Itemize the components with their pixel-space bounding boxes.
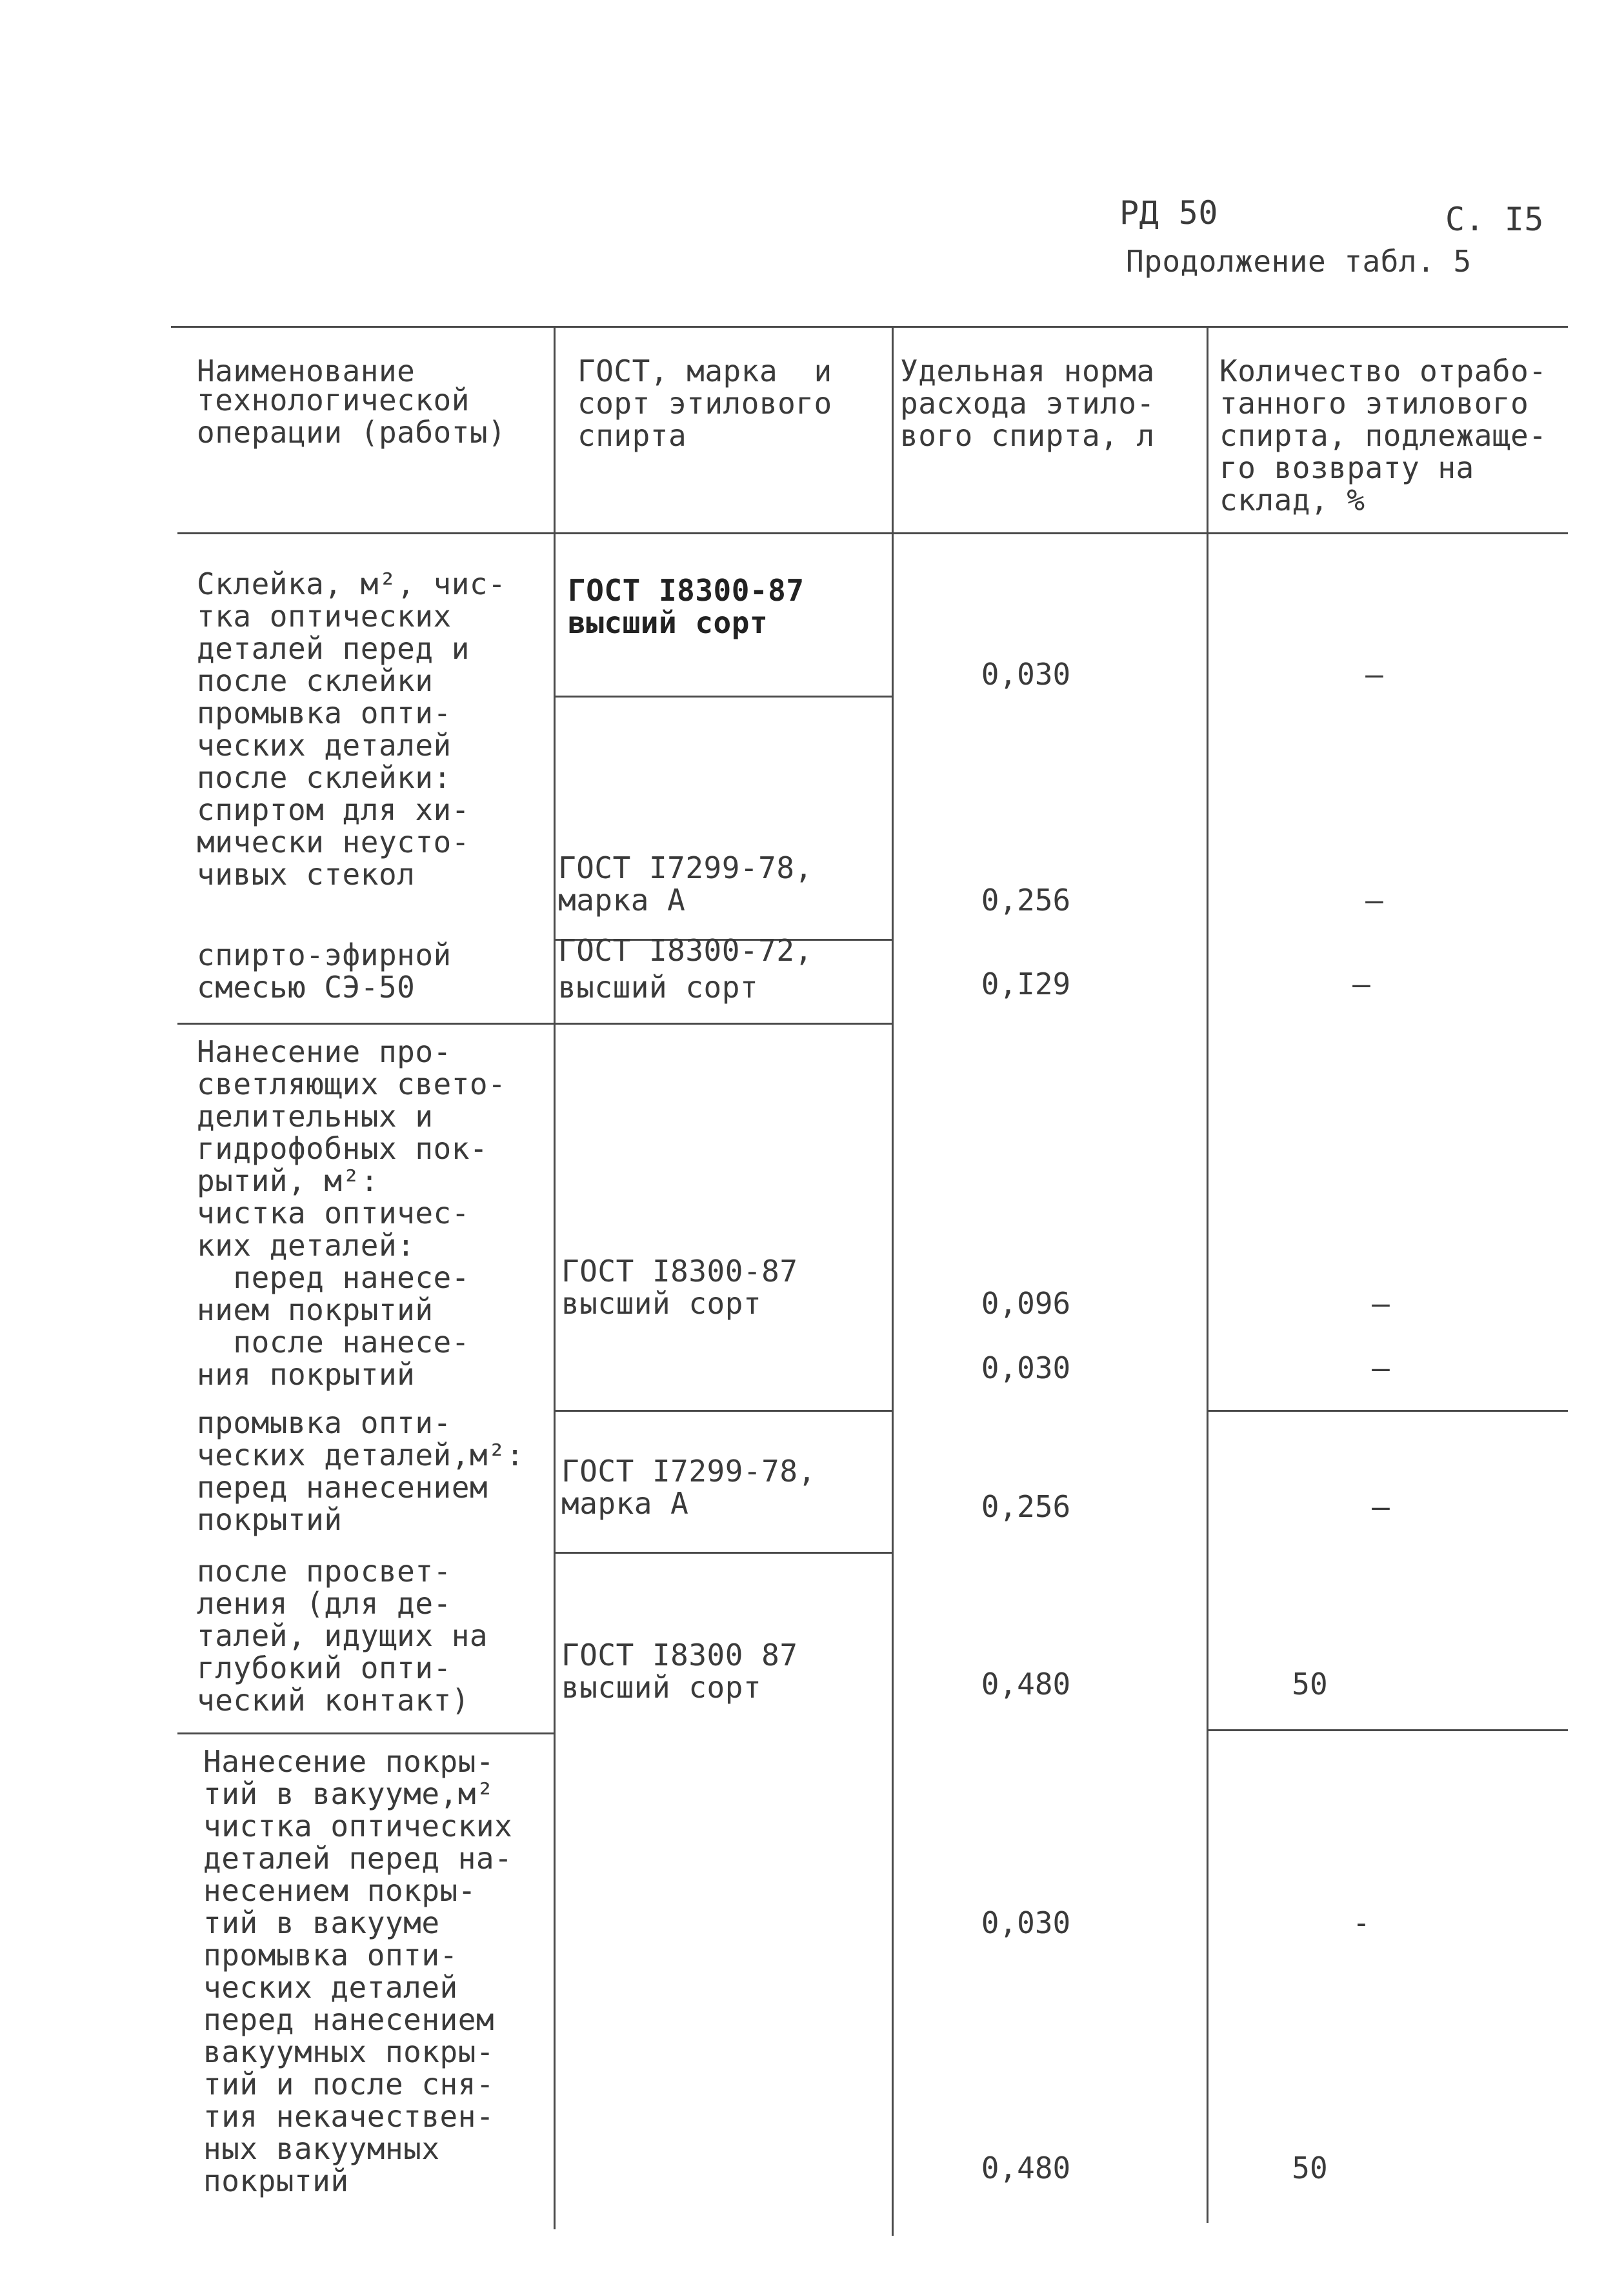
cell-text: Склейка, м², чис- <box>197 567 506 601</box>
cell-text: 0,030 <box>981 1905 1071 1940</box>
table-continuation-label: Продолжение табл. 5 <box>1126 244 1472 279</box>
cell-text: чивых стекол <box>197 857 416 892</box>
cell-text: 0,096 <box>981 1286 1071 1321</box>
cell-text: 0,030 <box>981 1350 1071 1385</box>
cell-text: промывка опти- <box>197 1405 452 1440</box>
cell-text: делительных и <box>197 1099 434 1134</box>
cell-text: промывка опти- <box>203 1938 458 1973</box>
cell-text: высший сорт <box>568 605 768 640</box>
cell-text: рытий, м²: <box>197 1163 379 1198</box>
cell-text: тий в вакууме <box>203 1905 440 1940</box>
cell-text: высший сорт <box>558 970 759 1005</box>
cell-text: ческих деталей <box>203 1970 458 2005</box>
cell-text: после нанесе- <box>197 1325 470 1360</box>
cell-text: мически неусто- <box>197 825 470 859</box>
cell-text: спиртом для хи- <box>197 792 470 827</box>
cell-text: - <box>1352 1905 1370 1940</box>
cell-text: – <box>1365 657 1383 692</box>
cell-text: спирта <box>577 418 687 453</box>
cell-text: спирта, подлежаще- <box>1219 418 1547 453</box>
cell-text: спирто-эфирной <box>197 938 452 972</box>
cell-text: перед нанесением <box>203 2002 495 2037</box>
cell-text: ких деталей: <box>197 1228 416 1263</box>
cell-text: танного этилового <box>1219 386 1529 421</box>
cell-text: перед нанесением <box>197 1470 488 1505</box>
cell-text: 0,030 <box>981 657 1071 692</box>
cell-text: ческий контакт) <box>197 1683 470 1718</box>
cell-text: ния покрытий <box>197 1357 416 1392</box>
cell-text: несением покры- <box>203 1873 476 1908</box>
cell-text: ГОСТ I8300-72, <box>558 933 813 968</box>
cell-text: промывка опти- <box>197 696 452 730</box>
cell-text: го возврату на <box>1219 450 1474 485</box>
cell-text: ческих деталей,м²: <box>197 1438 525 1472</box>
cell-text: ных вакуумных <box>203 2131 440 2166</box>
cell-text: марка А <box>561 1486 689 1521</box>
cell-text: – <box>1365 883 1383 918</box>
cell-text: смесью СЭ-50 <box>197 970 416 1005</box>
cell-text: – <box>1372 1489 1390 1524</box>
cell-text: склад, % <box>1219 483 1365 517</box>
cell-text: сорт этилового <box>577 386 832 421</box>
cell-text: 50 <box>1292 1667 1328 1702</box>
cell-text: чистка оптических <box>203 1809 513 1843</box>
cell-text: тий и после сня- <box>203 2067 495 2102</box>
cell-text: вакуумных покры- <box>203 2034 495 2069</box>
cell-text: деталей перед на- <box>203 1841 513 1876</box>
cell-text: вого спирта, л <box>900 418 1155 453</box>
cell-text: марка А <box>558 883 686 918</box>
cell-text: нием покрытий <box>197 1292 434 1327</box>
cell-text: – <box>1352 967 1370 1001</box>
cell-text: ческих деталей <box>197 728 452 763</box>
cell-text: – <box>1372 1350 1390 1385</box>
cell-text: светляющих свето- <box>197 1067 506 1101</box>
cell-text: тка оптических <box>197 599 452 634</box>
cell-text: после склейки <box>197 663 434 698</box>
cell-text: технологической <box>197 383 470 417</box>
cell-text: Удельная норма <box>900 354 1155 388</box>
cell-text: операции (работы) <box>197 415 506 450</box>
cell-text: Нанесение покры- <box>203 1744 495 1779</box>
page-number: С. I5 <box>1445 201 1545 238</box>
cell-text: 0,256 <box>981 1489 1071 1524</box>
cell-text: 0,480 <box>981 1667 1071 1702</box>
cell-text: Количество отрабо- <box>1219 354 1547 388</box>
cell-text: ГОСТ I8300 87 <box>561 1638 798 1672</box>
document-code: РД 50 <box>1119 194 1219 232</box>
cell-text: ГОСТ I7299-78, <box>561 1454 816 1489</box>
cell-text: покрытий <box>197 1502 343 1537</box>
cell-text: высший сорт <box>561 1286 762 1321</box>
cell-text: ГОСТ I7299-78, <box>558 850 813 885</box>
cell-text: после склейки: <box>197 760 452 795</box>
cell-text: ГОСТ I8300-87 <box>568 573 805 608</box>
cell-text: после просвет- <box>197 1554 452 1589</box>
cell-text: расхода этило- <box>900 386 1155 421</box>
cell-text: Наименование <box>197 354 416 388</box>
cell-text: 50 <box>1292 2151 1328 2185</box>
cell-text: ления (для де- <box>197 1586 452 1621</box>
cell-text: 0,480 <box>981 2151 1071 2185</box>
cell-text: деталей перед и <box>197 631 470 666</box>
cell-text: гидрофобных пок- <box>197 1131 488 1166</box>
cell-text: высший сорт <box>561 1670 762 1705</box>
cell-text: ГОСТ, марка и <box>577 354 832 388</box>
cell-text: 0,256 <box>981 883 1071 918</box>
cell-text: ГОСТ I8300-87 <box>561 1254 798 1289</box>
cell-text: талей, идущих на <box>197 1618 488 1653</box>
cell-text: 0,I29 <box>981 967 1071 1001</box>
cell-text: тия некачествен- <box>203 2099 495 2134</box>
cell-text: перед нанесе- <box>197 1260 470 1295</box>
cell-text: Нанесение про- <box>197 1034 452 1069</box>
cell-text: глубокий опти- <box>197 1651 452 1685</box>
cell-text: тий в вакууме,м² <box>203 1776 495 1811</box>
cell-text: покрытий <box>203 2164 349 2198</box>
cell-text: – <box>1372 1286 1390 1321</box>
cell-text: чистка оптичес- <box>197 1196 470 1230</box>
